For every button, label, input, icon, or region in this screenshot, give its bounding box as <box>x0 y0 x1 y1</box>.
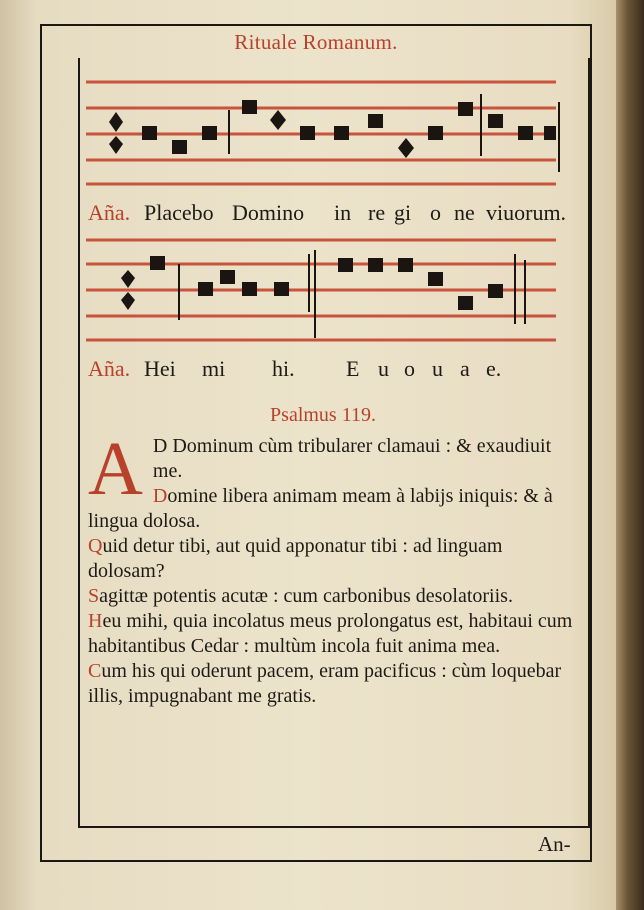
antiphon-marker: Aña. <box>88 200 131 225</box>
verse-text: omine libera animam meam à labijs iniquis: & à lingua dolosa. <box>88 485 553 532</box>
psalm-title: Psalmus 119. <box>270 404 376 426</box>
note <box>142 126 157 140</box>
clef-diamond <box>109 136 123 154</box>
note <box>488 284 503 298</box>
note <box>518 126 533 140</box>
verse-initial: H <box>88 610 103 632</box>
note <box>300 126 315 140</box>
lyric-syllable: u <box>378 356 389 381</box>
lyric-syllable: o <box>430 200 441 225</box>
verse-initial: Q <box>88 535 103 557</box>
verse-initial: D <box>152 485 168 507</box>
lyric-syllable: Placebo <box>144 200 214 225</box>
note <box>458 296 473 310</box>
note <box>458 102 473 116</box>
note <box>150 256 165 270</box>
clef-diamond <box>121 270 135 288</box>
lyric-syllable: re <box>368 200 386 225</box>
note-diamond <box>270 110 286 130</box>
note <box>242 282 257 296</box>
antiphon-marker: Aña. <box>88 356 131 381</box>
note-diamond <box>398 138 414 158</box>
lyric-syllable: mi <box>202 356 226 381</box>
lyric-syllable: a <box>460 356 470 381</box>
catchword: An- <box>538 832 571 856</box>
lyrics-line-2 <box>88 356 502 382</box>
lyric-syllable: E <box>346 356 360 381</box>
lyric-syllable: ne <box>454 200 475 225</box>
running-head: Rituale Romanum. <box>234 30 398 54</box>
verse-text: um his qui oderunt pacem, eram pacificus : cùm loquebar illis, impugnabant me gratis. <box>88 660 562 707</box>
lyric-syllable: gi <box>394 200 412 225</box>
note <box>428 272 443 286</box>
note <box>368 258 383 272</box>
verse-5 <box>88 609 580 659</box>
verse-3 <box>88 534 580 584</box>
note <box>368 114 383 128</box>
note <box>544 126 556 140</box>
lyric-syllable: viuorum. <box>486 200 567 225</box>
note <box>488 114 503 128</box>
note <box>220 270 235 284</box>
lyric-syllable: e. <box>486 356 502 381</box>
clef-diamond <box>109 112 123 132</box>
verse-4 <box>88 584 580 609</box>
note <box>338 258 353 272</box>
music-staff-1 <box>84 72 562 190</box>
note <box>172 140 187 154</box>
verse-2 <box>88 484 580 534</box>
psalm-text <box>88 427 580 709</box>
note <box>202 126 217 140</box>
lyric-syllable: in <box>334 200 352 225</box>
drop-cap-initial: A <box>88 427 143 511</box>
note <box>198 282 213 296</box>
music-staff-2 <box>84 232 562 350</box>
note <box>274 282 289 296</box>
lyric-syllable: Hei <box>144 356 176 381</box>
lyric-syllable: o <box>404 356 415 381</box>
verse-initial: C <box>88 660 102 682</box>
lyric-syllable: hi. <box>272 356 295 381</box>
verse-initial: S <box>88 585 100 607</box>
lyric-syllable: Domino <box>232 200 305 225</box>
verse-text: uid detur tibi, aut quid apponatur tibi : ad linguam dolosam? <box>88 535 503 582</box>
note <box>428 126 443 140</box>
lyric-syllable: u <box>432 356 443 381</box>
clef-diamond <box>121 292 135 310</box>
verse-text: agittæ potentis acutæ : cum carbonibus desolatoriis. <box>99 585 513 607</box>
note <box>334 126 349 140</box>
verse-6 <box>88 659 580 709</box>
note <box>242 100 257 114</box>
lyrics-line-1 <box>88 200 567 226</box>
verse-text: eu mihi, quia incolatus meus prolongatus est, habitaui cum habitantibus Cedar : multùm incola fuit anima mea. <box>88 610 573 657</box>
note <box>398 258 413 272</box>
verse-text: D Dominum cùm tribularer clamaui : & exaudiuit me. <box>152 435 552 482</box>
book-spine <box>616 0 644 910</box>
